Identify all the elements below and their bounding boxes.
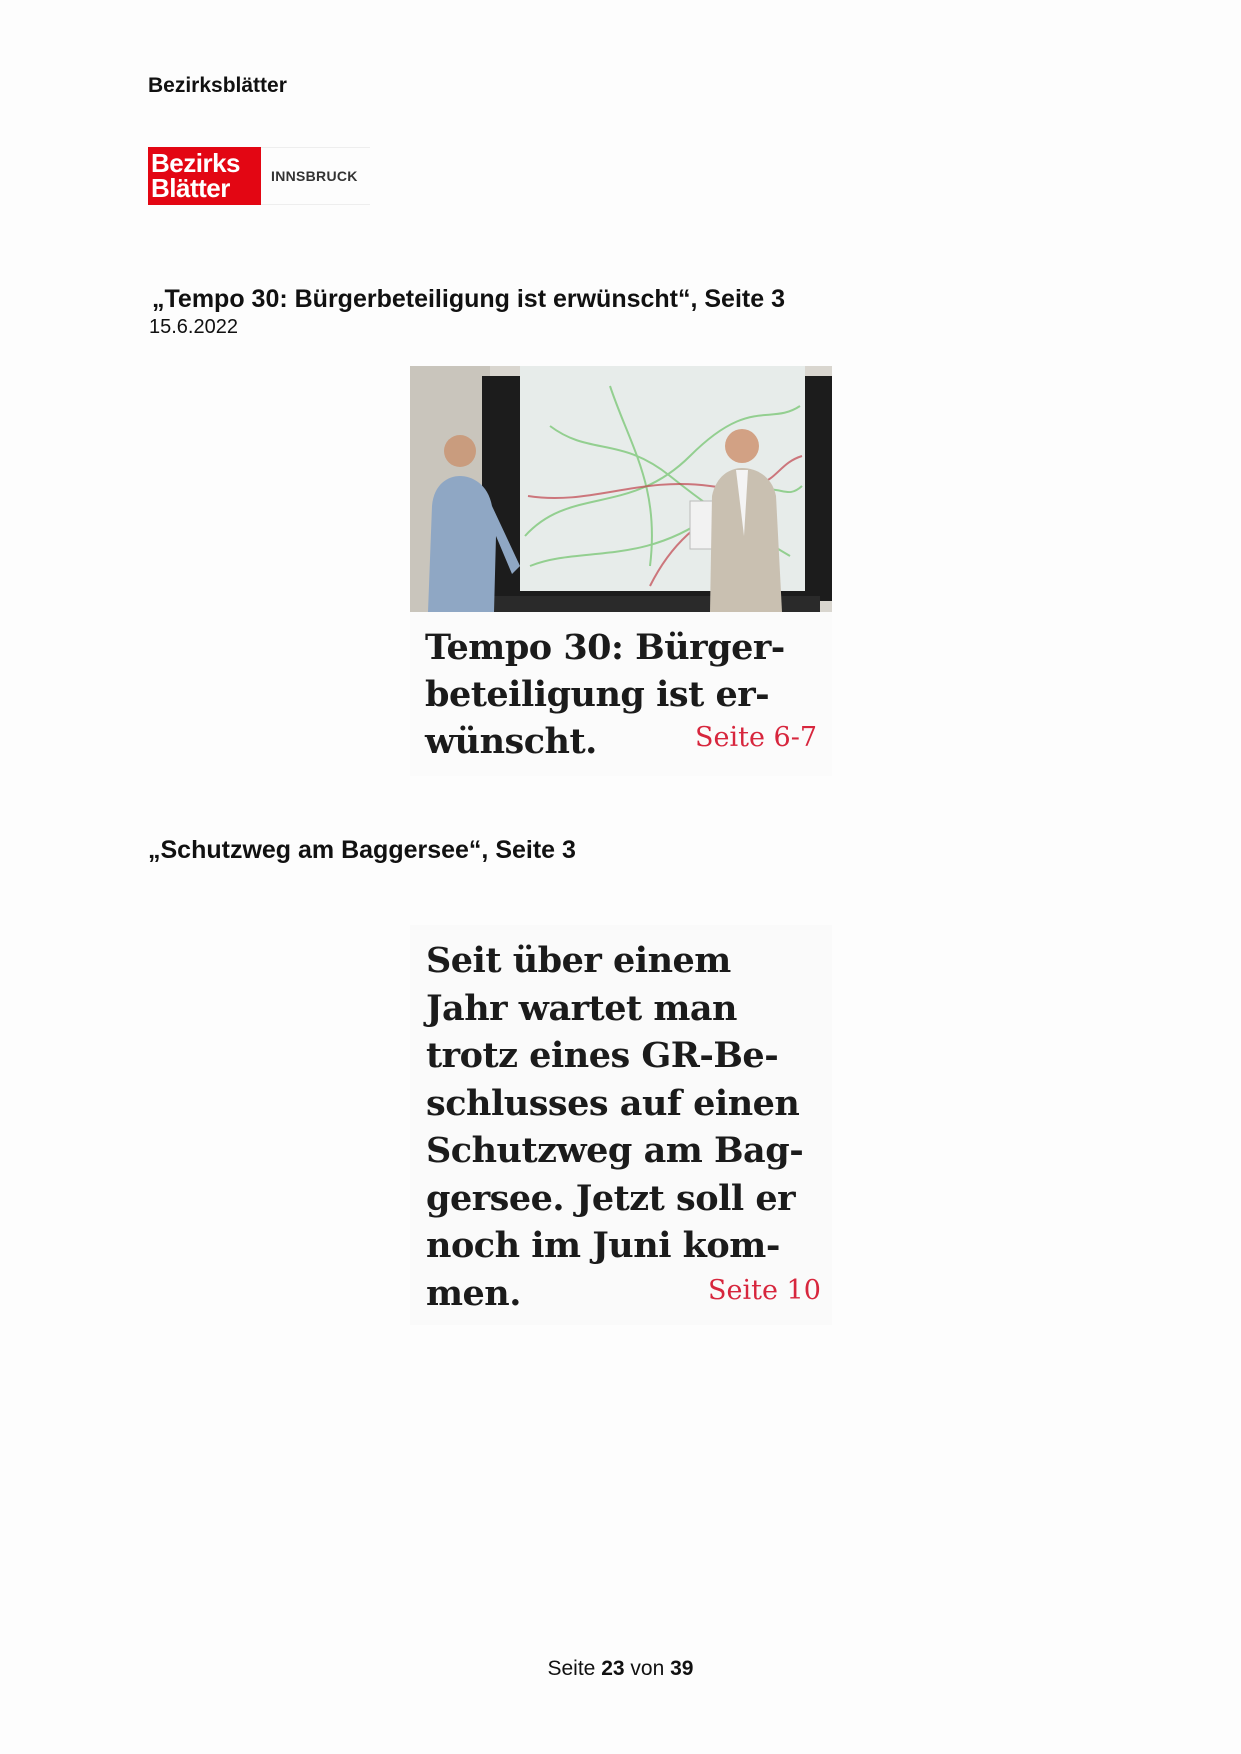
footer-middle: von (630, 1657, 665, 1680)
clip-line: beteiligung ist er- (425, 674, 770, 715)
article-2-clip-text (426, 937, 826, 1317)
footer-current-page: 23 (601, 1657, 625, 1680)
clip-line: schlusses auf einen (426, 1082, 800, 1124)
article-1-photo (410, 366, 832, 612)
clip-line: Tempo 30: Bürger- (425, 627, 785, 668)
article-1-date: 15.6.2022 (149, 316, 238, 338)
logo-line-1: Bezirks (151, 148, 240, 178)
clip-line: trotz eines GR-Be- (426, 1035, 779, 1076)
clip-line: noch im Juni kom- (426, 1225, 780, 1266)
logo-wordmark (148, 147, 261, 205)
logo-line-2: Blätter (151, 173, 230, 203)
logo-city: INNSBRUCK (261, 147, 370, 205)
bezirksblaetter-logo (148, 147, 370, 205)
article-1-page-reference: Seite 6-7 (695, 722, 818, 753)
article-2-page-reference: Seite 10 (708, 1275, 821, 1306)
article-1-title: „Tempo 30: Bürgerbeteiligung ist erwünscht“, Seite 3 (152, 285, 785, 313)
clip-line: wünscht. (425, 721, 597, 762)
clip-line: gersee. Jetzt soll er (426, 1177, 796, 1219)
page-footer (0, 1657, 1241, 1681)
footer-total-pages: 39 (670, 1657, 694, 1680)
clip-line: men. (426, 1272, 521, 1314)
clip-line: Schutzweg am Bag- (426, 1130, 804, 1171)
document-header-title: Bezirksblätter (148, 74, 287, 97)
article-2-clipping (410, 925, 832, 1325)
article-1-clipping (410, 366, 832, 776)
footer-prefix: Seite (547, 1657, 596, 1680)
clip-line: Seit über einem (426, 940, 731, 981)
clip-line: Jahr wartet man (426, 987, 738, 1029)
article-2-title: „Schutzweg am Baggersee“, Seite 3 (148, 836, 576, 864)
